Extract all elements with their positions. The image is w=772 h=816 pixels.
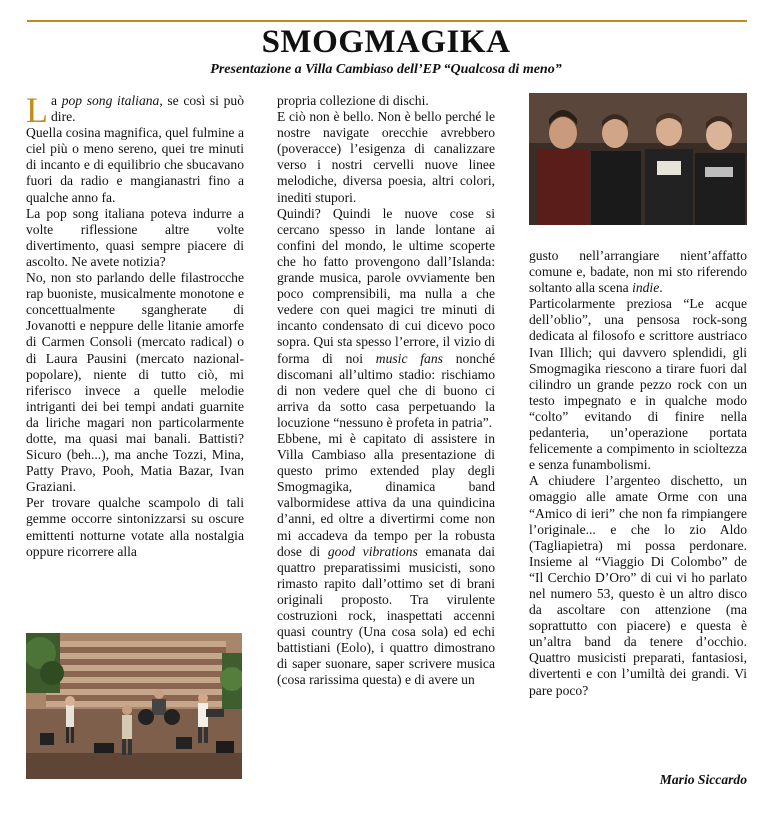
paragraph: A chiudere l’argenteo dischetto, un omaggio alle amate Orme con una “Amico di ieri” che non fa rimpiangere l’originale... e che lo zio Aldo (Tagliapietra) mi possa perdonare. Insieme al “Viaggio Di Colombo” de “Il Cerchio D’Oro” di cui vi ho parlato nel numero 53, questo è un altro disco da ascoltare con attenzione (ma soprattutto con piacere) e questa è un’altra band da tenere d’occhio. Quattro musicisti preparati, fantasiosi, divertenti e con l’umiltà dei grandi. Vi pare poco? — [529, 473, 747, 698]
paragraph — [277, 206, 495, 431]
italic-text: pop song italiana — [61, 93, 160, 108]
text-column-3 — [529, 248, 747, 699]
header-rule — [27, 20, 747, 22]
text-run: gusto nell’arrangiare nient’affatto comune e, badate, non mi sto riferendo soltanto alla scena — [529, 248, 747, 296]
article-title: SMOGMAGIKA — [261, 24, 511, 60]
text-run: Quindi? Quindi le nuove cose si cercano spesso in lande lontane ai confini del mondo, le ultime scoperte che ho fatto provengono dall’Islanda: grande musica, parole ovviamente ben poco comprensibili, ma nulla a che vedere con quei magici tre minuti di incanto condensato di cui dicevo poco sopra. Qui sta spesso l’errore, il vizio di forma di noi — [277, 205, 495, 366]
paragraph: Particolarmente preziosa “Le acque dell’oblio”, una pensosa rock-song dedicata al filosofo e scrittore austriaco Ivan Illich; qui davvero splendidi, gli Smogmagika riescono a tirare fuori dal cilindro un grande pezzo rock con un testo impegnato e in qualche modo “colto” evitando di finire nella pedanteria, un’operazione portata felicemente a compimento in scioltezza e senza funambolismi. — [529, 296, 747, 473]
italic-text: good vibrations — [327, 543, 418, 559]
paragraph: No, non sto parlando delle filastrocche rap buoniste, musicalmente monotone e concettualmente sgangherate di Jovanotti e neppure delle litanie amorfe di Carmen Consoli (mercato radical) o di Laura Pausini (mercato nazional-popolare), niente di tutto ciò, mi riferisco invece a quelle melodie intriganti dei bei tempi andati guarnite da liriche magari non particolarmente dotte, ma quasi mai banali. Battisti? Sicuro (beh...), ma anche Tozzi, Mina, Patty Pravo, Pooh, Matia Bazar, Ivan Graziani. — [26, 270, 244, 495]
paragraph: Quella cosina magnifica, quel fulmine a ciel più o meno sereno, quei tre minuti di incanto e di equilibrio che sbucavano fuori da radio e mangianastri fino a qualche anno fa. — [26, 125, 244, 205]
text-column-2 — [277, 93, 495, 688]
text-column-1 — [26, 90, 244, 560]
paragraph — [529, 248, 747, 296]
drop-cap: L — [26, 90, 48, 130]
band-portrait-photo — [529, 93, 747, 225]
paragraph: La pop song italiana poteva indurre a volte riflessione altre volte divertimento, quasi sempre piacere di ascolto. Ne avete notizia? — [26, 205, 244, 269]
italic-text: music fans — [375, 350, 443, 366]
text-run: nonché discomani all’ultimo stadio: rischiamo di non vedere quel che di buono ci arriva da sotto casa perpetuando la locuzione “nessuno è profeta in patria”. — [277, 350, 495, 430]
text-run: , se così si può dire. — [51, 93, 244, 125]
text-run: Ebbene, mi è capitato di assistere in Villa Cambiaso alla presentazione di questo primo extended play degli Smogmagika, dinamica band valbormidese attiva da una quindicina d’anni, ed oltre a divertirmi come non mi accadeva da tempo per la robusta dose di — [277, 430, 495, 559]
paragraph — [26, 90, 244, 130]
text-run: . — [659, 280, 663, 296]
concert-photo — [26, 633, 242, 779]
paragraph — [277, 431, 495, 689]
author-signature: Mario Siccardo — [659, 772, 747, 787]
paragraph: propria collezione di dischi. — [277, 93, 429, 108]
italic-text: indie — [632, 280, 660, 296]
article-subtitle: Presentazione a Villa Cambiaso dell’EP “Qualcosa di meno” — [210, 62, 562, 77]
paragraph: E ciò non è bello. Non è bello perché le nostre navigate orecchie avrebbero (poveracce) l’esigenza di canalizzare verso i nostri cervelli nuove linee melodiche, diversa poesia, altri colori, inediti stupori. — [277, 109, 495, 205]
text-run: a — [51, 93, 62, 108]
paragraph: Per trovare qualche scampolo di tali gemme occorre sintonizzarsi su oscure emittenti notturne votate alla nostalgia oppure ricorrere alla — [26, 495, 244, 559]
text-run: emanata dai quattro preparatissimi musicisti, sono rimasto rapito dall’ottimo set di brani originali proposto. Tra virulente costruzioni rock, inaspettati accenni quasi country (Una cosa sola) ed echi battistiani (Eolo), i quattro dimostrano di saper suonare, saper scrivere musica (cosa rarissima questa) e di avere un — [277, 543, 496, 688]
